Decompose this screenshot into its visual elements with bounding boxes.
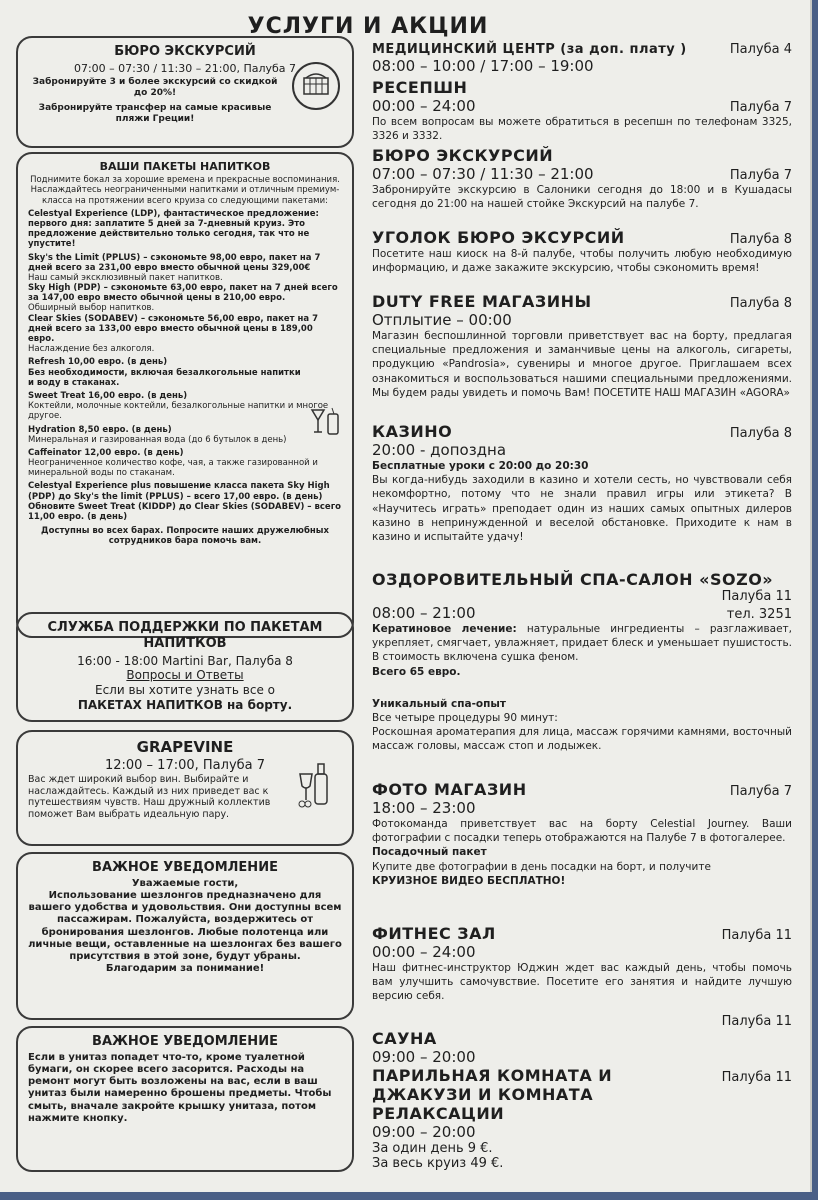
- spa-unique-desc: Роскошная ароматерапия для лица, массаж горячими камнями, восточный массаж головы, массаж стоп и лодыжек.: [372, 726, 792, 753]
- fitness-deck: Палуба 11: [721, 928, 792, 943]
- steam-price-day: За один день 9 €.: [372, 1141, 493, 1156]
- casino-hours: 20:00 - допоздна: [372, 441, 507, 459]
- drinks-offer-1: Sky's the Limit (PPLUS) – сэкономьте 98,00 евро, пакет на 7 дней всего за 231,00 евро вместо обычной цены 329,00€: [28, 252, 321, 273]
- spa-hours: 08:00 – 21:00: [372, 604, 476, 622]
- excursion-corner-deck: Палуба 8: [729, 232, 792, 247]
- notice-1-title: ВАЖНОЕ УВЕДОМЛЕНИЕ: [92, 860, 278, 875]
- drinks-item-4-note: Неограниченное количество кофе, чая, а также газированной и минеральной воды по стаканам.: [28, 458, 318, 479]
- service-steam: [372, 1066, 792, 1171]
- spa-keratin-label: Кератиновое лечение:: [372, 623, 517, 635]
- drinks-item-3-note: Минеральная и газированная вода (до 6 бутылок в день): [28, 434, 287, 445]
- reception-desc: По всем вопросам вы можете обратиться в ресепшн по телефонам 3325, 3326 и 3332.: [372, 116, 792, 143]
- photo-package-desc: Купите две фотографии в день посадки на борт, и получите: [372, 860, 711, 873]
- casino-deck: Палуба 8: [729, 426, 792, 441]
- duty-free-deck: Палуба 8: [729, 296, 792, 311]
- support-box-title: СЛУЖБА ПОДДЕРЖКИ ПО ПАКЕТАМ НАПИТКОВ: [47, 620, 323, 651]
- fitness-name: ФИТНЕС ЗАЛ: [372, 924, 496, 943]
- steam-deck: Палуба 11: [721, 1070, 792, 1085]
- drinks-item-1: Refresh 10,00 евро. (в день): [28, 357, 168, 368]
- medical-name: МЕДИЦИНСКИЙ ЦЕНТР (за доп. плату ): [372, 42, 687, 57]
- photo-package-bold: КРУИЗНОЕ ВИДЕО БЕСПЛАТНО!: [372, 874, 566, 887]
- service-reception: [372, 78, 792, 143]
- reception-deck: Палуба 7: [729, 100, 792, 115]
- drinks-offer-2: Sky High (PDP) – сэкономьте 63,00 евро, пакет на 7 дней всего за 147,00 евро вместо обычной цены в 210,00 евро.: [28, 283, 338, 304]
- notice-1-thanks: Благодарим за понимание!: [105, 963, 265, 975]
- reception-hours: 00:00 – 24:00: [372, 97, 476, 115]
- service-sauna: [372, 1014, 792, 1066]
- service-spa: [372, 570, 792, 753]
- notice-2-text: Если в унитаз попадет что-то, кроме туалетной бумаги, он скорее всего засорится. Расходы на ремонт могут быть возложены на вас, если в ваш унитаз были намеренно брошены предметы. Чтобы смыть, вначале закройте крышку унитаза, потом нажмите кнопку.: [28, 1051, 332, 1124]
- drinks-offer-title: Celestyal Experience (LDP), фантастическое предложение: первого дня: заплатите 5 дней за 7-дневный круиз. Это предложение действительно только сегодня, так что не упустите!: [28, 208, 319, 250]
- page-title: УСЛУГИ И АКЦИИ: [247, 14, 489, 39]
- notice-box-2: [16, 1026, 354, 1172]
- excursion-promo-1: Забронируйте 3 и более экскурсий со скидкой до 20%!: [32, 77, 278, 99]
- support-box-qa: Вопросы и Ответы: [126, 668, 244, 683]
- duty-free-desc: Магазин беспошлинной торговли приветствует вас на борту, предлагая специальные предложения и заманчивые цены на алкоголь, сигареты, продукцию «Pandrosia», сувениры и многое другое. Приглашаем всех ознакомиться и воспользоваться нашими специальными предложениями. Мы будем рады увидеть и помочь Вам! ПОСЕТИТЕ НАШ МАГАЗИН «AGORA»: [372, 330, 792, 399]
- sauna-hours: 09:00 – 20:00: [372, 1048, 476, 1066]
- grapevine-text: Вас ждет широкий выбор вин. Выбирайте и наслаждайтесь. Каждый из них приведет вас к путешествиям чувств. Наш дружный коллектив поможет Вам выбрать идеальную пару.: [28, 774, 271, 820]
- spa-name: ОЗДОРОВИТЕЛЬНЫЙ СПА-САЛОН «SOZO»: [372, 570, 774, 589]
- fitness-hours: 00:00 – 24:00: [372, 943, 476, 961]
- photo-deck: Палуба 7: [729, 784, 792, 799]
- support-box: [16, 612, 354, 722]
- drinks-footer: Доступны во всех барах. Попросите наших дружелюбных сотрудников бара помочь вам.: [41, 526, 329, 547]
- colosseum-icon: [292, 62, 340, 110]
- support-box-text-bold: ПАКЕТАХ НАПИТКОВ на борту.: [77, 697, 293, 712]
- photo-package-title: Посадочный пакет: [372, 846, 487, 859]
- sauna-deck: Палуба 11: [721, 1014, 792, 1029]
- excursions-desc: Забронируйте экскурсию в Салоники сегодня до 18:00 и в Кушадасы сегодня до 21:00 на нашей стойке Экскурсий на палубе 7.: [372, 184, 792, 211]
- steam-hours: 09:00 – 20:00: [372, 1123, 476, 1141]
- excursion-box: [16, 36, 354, 148]
- drinks-item-2-note: Коктейли, молочные коктейли, безалкогольные напитки и многое другое.: [28, 401, 329, 422]
- medical-deck: Палуба 4: [729, 42, 792, 57]
- drinks-box: [16, 152, 354, 638]
- sauna-name: САУНА: [372, 1029, 437, 1048]
- photo-hours: 18:00 – 23:00: [372, 799, 476, 817]
- spa-keratin: натуральные ингредиенты – разглаживает, укрепляет, смягчает, увлажняет, придает блеск и уменьшает пушистость. В стоимость включена сушка феном.: [372, 623, 792, 664]
- reception-name: РЕСЕПШН: [372, 78, 468, 97]
- drinks-item-3: Hydration 8,50 евро. (в день): [28, 424, 172, 435]
- notice-2-title: ВАЖНОЕ УВЕДОМЛЕНИЕ: [92, 1034, 278, 1049]
- grapevine-box: [16, 730, 354, 846]
- medical-hours: 08:00 – 10:00 / 17:00 – 19:00: [372, 57, 594, 75]
- excursions-deck: Палуба 7: [729, 168, 792, 183]
- drinks-offer-1-note: Наш самый эксклюзивный пакет напитков.: [28, 272, 223, 283]
- drinks-item-2: Sweet Treat 16,00 евро. (в день): [28, 390, 188, 401]
- drinks-item-5: Celestyal Experience plus повышение класса пакета Sky High (PDP) до Sky's the limit (PPLUS) – всего 17,00 евро. (в день) Обновите Sweet Treat (KIDDP) до Clear Skies (SODABEV) – всего 11,00 евро. (в день): [28, 481, 341, 522]
- service-excursion-corner: [372, 228, 792, 275]
- excursion-box-hours: 07:00 – 07:30 / 11:30 – 21:00, Палуба 7: [73, 61, 297, 75]
- excursions-hours: 07:00 – 07:30 / 11:30 – 21:00: [372, 165, 594, 183]
- service-excursions: [372, 146, 792, 211]
- fitness-desc: Наш фитнес-инструктор Юджин ждет вас каждый день, чтобы помочь вам улучшить самочувствие. Посетите его занятия и найдите лучшую версию себя.: [372, 962, 792, 1003]
- drinks-offer-2-note: Обширный выбор напитков.: [28, 303, 155, 314]
- excursion-promo-2: Забронируйте трансфер на самые красивые пляжи Греции!: [38, 103, 272, 125]
- photo-desc: Фотокоманда приветствует вас на борту Celestial Journey. Ваши фотографии с посадки теперь отображаются на Палубе 7 в фотогалерее.: [372, 818, 792, 845]
- casino-name: КАЗИНО: [372, 422, 453, 441]
- grapevine-title: GRAPEVINE: [136, 738, 234, 756]
- spa-keratin-price: Всего 65 евро.: [372, 665, 461, 678]
- drinks-offer-3-note: Наслаждение без алкоголя.: [28, 344, 155, 355]
- service-duty-free: [372, 292, 792, 400]
- spa-unique-title: Уникальный спа-опыт: [372, 697, 506, 710]
- wine-icon: [296, 760, 336, 810]
- support-box-text: Если вы хотите узнать все о: [94, 682, 275, 697]
- duty-free-name: DUTY FREE МАГАЗИНЫ: [372, 292, 592, 311]
- excursion-corner-name: УГОЛОК БЮРО ЭКСУРСИЙ: [372, 228, 625, 247]
- excursions-name: БЮРО ЭКСКУРСИЙ: [372, 146, 554, 165]
- photo-name: ФОТО МАГАЗИН: [372, 780, 527, 799]
- duty-free-hours: Отплытие – 00:00: [372, 311, 512, 329]
- drinks-box-title: ВАШИ ПАКЕТЫ НАПИТКОВ: [99, 160, 271, 173]
- excursion-corner-desc: Посетите наш киоск на 8-й палубе, чтобы получить любую необходимую информацию, и даже закажите экскурсию, чтобы сэкономить время!: [372, 248, 792, 275]
- service-casino: [372, 422, 792, 544]
- steam-name: ПАРИЛЬНАЯ КОМНАТА И ДЖАКУЗИ И КОМНАТА РЕЛАКСАЦИИ: [372, 1066, 613, 1123]
- drinks-intro: Поднимите бокал за хорошие времена и прекрасные воспоминания. Наслаждайтесь неограниченными напитками и отличным премиум-класса на протяжении всего круиза со следующими пакетами:: [30, 175, 340, 206]
- drinks-item-4: Caffeinator 12,00 евро. (в день): [28, 447, 184, 458]
- support-box-hours: 16:00 - 18:00 Martini Bar, Палуба 8: [77, 653, 293, 668]
- service-photo: [372, 780, 792, 888]
- spa-unique-sub: Все четыре процедуры 90 минут:: [372, 711, 558, 724]
- service-fitness: [372, 924, 792, 1004]
- notice-box-1: [16, 852, 354, 1020]
- casino-desc: Вы когда-нибудь заходили в казино и хотели сесть, но чувствовали себя некомфортно, потому что не знали правил игры или этикета? В «Научитесь играть» преподает один из наших самых опытных дилеров казино в непринужденной и веселой обстановке. Приходите к нам в казино и испытайте удачу!: [372, 474, 792, 543]
- steam-price-cruise: За весь круиз 49 €.: [372, 1156, 504, 1171]
- casino-lessons: Бесплатные уроки с 20:00 до 20:30: [372, 460, 589, 472]
- grapevine-hours: 12:00 – 17:00, Палуба 7: [104, 758, 266, 774]
- notice-1-greeting: Уважаемые гости,: [131, 877, 239, 889]
- drinks-offer-3: Clear Skies (SODABEV) – сэкономьте 56,00 евро, пакет на 7 дней всего за 133,00 евро вместо обычной цены в 189,00 евро.: [28, 313, 319, 344]
- drinks-item-1-note: Без необходимости, включая безалкогольные напитки и воду в стаканах.: [28, 367, 301, 388]
- excursion-box-title: БЮРО ЭКСКУРСИЙ: [114, 44, 256, 59]
- spa-deck: Палуба 11: [721, 589, 792, 604]
- spa-phone: тел. 3251: [726, 607, 792, 622]
- cocktail-icon: [308, 404, 344, 440]
- notice-1-text: Использование шезлонгов предназначено для вашего удобства и удовольствия. Они доступны всем пассажирам. Пожалуйста, воздержитесь от бронирования шезлонгов. Любые полотенца или личные вещи, оставленные на шезлонгах без вашего присутствия в этой зоне, будут убраны.: [28, 890, 342, 962]
- service-medical: [372, 42, 792, 75]
